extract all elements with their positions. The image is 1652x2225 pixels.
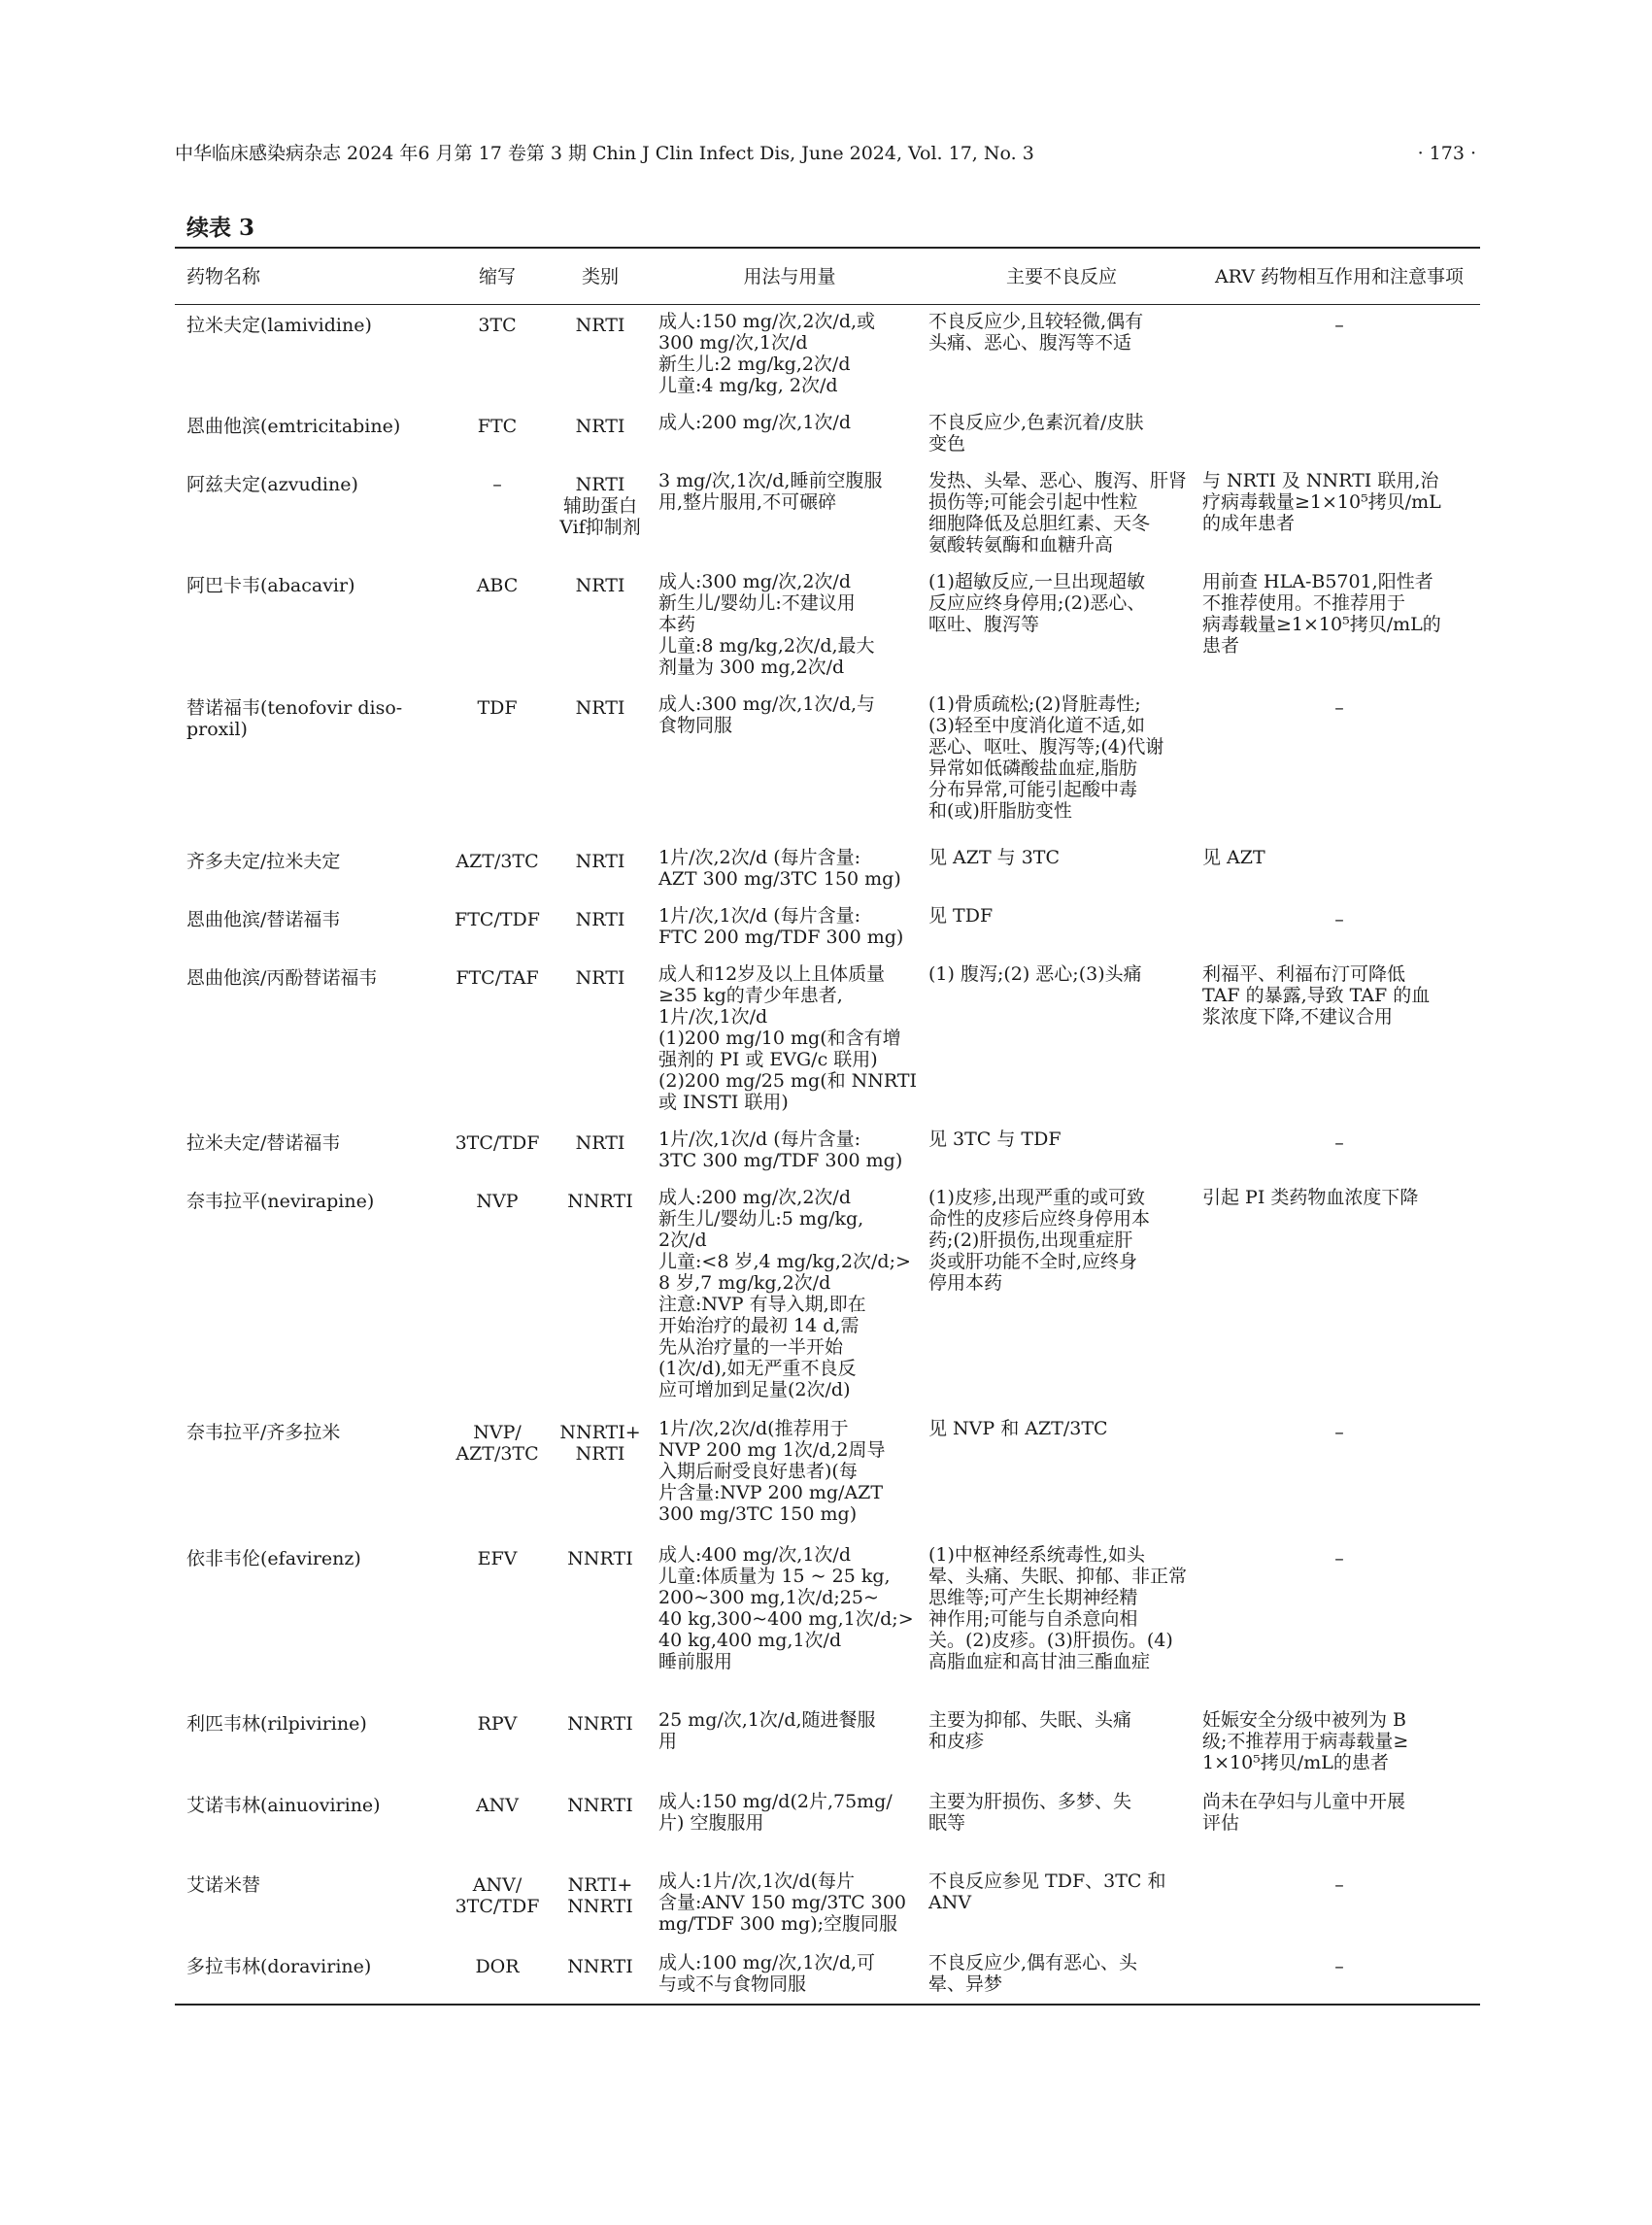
column-header-abbreviation: 缩写 bbox=[478, 266, 516, 287]
adverse-reactions-cell: 不良反应参见 TDF、3TC 和 ANV bbox=[928, 1870, 1166, 1913]
drug-name-cell: 艾诺韦林(ainuovirine) bbox=[186, 1794, 381, 1816]
drug-name-cell: 艾诺米替 bbox=[186, 1873, 261, 1896]
drug-name-cell: 齐多夫定/拉米夫定 bbox=[186, 850, 341, 872]
dosage-cell: 1片/次,1次/d (每片含量: 3TC 300 mg/TDF 300 mg) bbox=[658, 1128, 903, 1171]
table-row bbox=[175, 1946, 1480, 2005]
table-row bbox=[175, 899, 1480, 958]
running-header bbox=[175, 136, 1476, 171]
dosage-cell: 成人:300 mg/次,2次/d 新生儿/婴幼儿:不建议用 本药 儿童:8 mg/kg,2次/d,最大 剂量为 300 mg,2次/d bbox=[658, 570, 875, 678]
drug-class-cell: NRTI bbox=[575, 574, 625, 596]
interactions-notes-cell: 用前查 HLA-B5701,阳性者 不推荐使用。不推荐用于 病毒载量≥1×10⁵拷贝/mL的 患者 bbox=[1202, 570, 1441, 657]
drug-name-cell: 拉米夫定(lamividine) bbox=[186, 315, 372, 336]
table-row bbox=[175, 406, 1480, 464]
interactions-notes-cell bbox=[1198, 406, 1480, 464]
adverse-reactions-cell: 不良反应少,色素沉着/皮肤 变色 bbox=[928, 411, 1144, 455]
abbreviation-cell: ANV bbox=[475, 1794, 520, 1816]
drug-name-cell: 阿兹夫定(azvudine) bbox=[186, 473, 358, 495]
table-row bbox=[175, 688, 1480, 841]
dosage-cell: 成人:150 mg/次,2次/d,或 300 mg/次,1次/d 新生儿:2 mg/kg,2次/d 儿童:4 mg/kg, 2次/d bbox=[658, 311, 876, 396]
adverse-reactions-cell: 见 AZT 与 3TC bbox=[928, 846, 1061, 868]
abbreviation-cell: 3TC bbox=[478, 315, 517, 336]
table-row bbox=[175, 1703, 1480, 1785]
interactions-notes-cell: 尚未在孕妇与儿童中开展 评估 bbox=[1202, 1790, 1406, 1834]
dosage-cell: 3 mg/次,1次/d,睡前空腹服 用,整片服用,不可碾碎 bbox=[658, 469, 883, 513]
drug-class-cell: NRTI bbox=[575, 908, 625, 930]
adverse-reactions-cell: (1)中枢神经系统毒性,如头 晕、头痛、失眠、抑郁、非正常 思维等;可产生长期神经精 神作用;可能与自杀意向相 关。(2)皮疹。(3)肝损伤。(4) 高脂血症和高甘油三酯血症 bbox=[928, 1543, 1188, 1672]
interactions-notes-cell: 见 AZT bbox=[1202, 846, 1265, 868]
table-row bbox=[175, 1412, 1480, 1538]
interactions-notes-cell: 引起 PI 类药物血浓度下降 bbox=[1202, 1186, 1419, 1208]
adverse-reactions-cell: (1) 腹泻;(2) 恶心;(3)头痛 bbox=[928, 962, 1142, 985]
page-number: · 173 · bbox=[1417, 143, 1476, 164]
dosage-cell: 成人:300 mg/次,1次/d,与 食物同服 bbox=[658, 692, 876, 736]
table-row bbox=[175, 1865, 1480, 1946]
interactions-notes-cell: – bbox=[1334, 315, 1344, 336]
abbreviation-cell: AZT/3TC bbox=[455, 850, 539, 872]
adverse-reactions-cell: 主要为肝损伤、多梦、失 眠等 bbox=[928, 1790, 1132, 1834]
table-row bbox=[175, 1785, 1480, 1865]
table-row bbox=[175, 1123, 1480, 1181]
drug-class-cell: NNRTI bbox=[567, 1794, 633, 1816]
drug-class-cell: NRTI bbox=[575, 315, 625, 336]
drug-class-cell: NRTI bbox=[575, 850, 625, 872]
column-header-class: 类别 bbox=[581, 266, 619, 287]
abbreviation-cell: 3TC/TDF bbox=[455, 1131, 540, 1154]
drug-class-cell: NRTI bbox=[575, 415, 625, 437]
drug-name-cell: 依非韦伦(efavirenz) bbox=[186, 1547, 361, 1569]
dosage-cell: 成人:200 mg/次,2次/d 新生儿/婴幼儿:5 mg/kg, 2次/d 儿童:<8 岁,4 mg/kg,2次/d;> 8 岁,7 mg/kg,2次/d 注意:NVP 有导入期,即在 开始治疗的最初 14 d,需 先从治疗量的一半开始 (1次/d),如无严重不良反 应可增加到足量(2次/d) bbox=[658, 1186, 911, 1400]
abbreviation-cell: FTC/TDF bbox=[455, 908, 540, 930]
table-caption: 续表 3 bbox=[186, 215, 255, 241]
abbreviation-cell: FTC/TAF bbox=[455, 966, 539, 989]
drug-name-cell: 拉米夫定/替诺福韦 bbox=[186, 1131, 341, 1154]
drug-class-cell: NNRTI bbox=[567, 1955, 633, 1977]
abbreviation-cell: TDF bbox=[477, 696, 518, 719]
adverse-reactions-cell: 不良反应少,且较轻微,偶有 头痛、恶心、腹泻等不适 bbox=[928, 311, 1144, 354]
interactions-notes-cell: 与 NRTI 及 NNRTI 联用,治 疗病毒载量≥1×10⁵拷贝/mL 的成年患者 bbox=[1202, 469, 1441, 534]
adverse-reactions-cell: 见 TDF bbox=[928, 904, 994, 927]
abbreviation-cell: RPV bbox=[477, 1712, 518, 1735]
dosage-cell: 成人:400 mg/次,1次/d 儿童:体质量为 15 ~ 25 kg, 200~300 mg,1次/d;25~ 40 kg,300~400 mg,1次/d;> 40 kg,400 mg,1次/d 睡前服用 bbox=[658, 1543, 914, 1672]
drug-name-cell: 恩曲他滨(emtricitabine) bbox=[186, 415, 401, 437]
dosage-cell: 1片/次,1次/d (每片含量: FTC 200 mg/TDF 300 mg) bbox=[658, 904, 904, 948]
interactions-notes-cell: – bbox=[1334, 1131, 1344, 1154]
drug-name-cell: 奈韦拉平/齐多拉米 bbox=[186, 1421, 341, 1443]
table-row bbox=[175, 1181, 1480, 1412]
adverse-reactions-cell: 主要为抑郁、失眠、头痛 和皮疹 bbox=[928, 1708, 1132, 1752]
abbreviation-cell: – bbox=[492, 473, 502, 495]
table-row bbox=[175, 1538, 1480, 1703]
interactions-notes-cell: – bbox=[1334, 1873, 1344, 1896]
drug-class-cell: NRTI bbox=[575, 696, 625, 719]
drug-class-cell: NRTI+ NNRTI bbox=[567, 1873, 633, 1917]
dosage-cell: 成人:100 mg/次,1次/d,可 与或不与食物同服 bbox=[658, 1951, 876, 1995]
table-row bbox=[175, 958, 1480, 1123]
dosage-cell: 成人和12岁及以上且体质量 ≥35 kg的青少年患者, 1片/次,1次/d (1)200 mg/10 mg(和含有增 强剂的 PI 或 EVG/c 联用) (2)200 mg/25 mg(和 NNRTI 或 INSTI 联用) bbox=[658, 962, 918, 1113]
interactions-notes-cell: – bbox=[1334, 1547, 1344, 1569]
adverse-reactions-cell: (1)皮疹,出现严重的或可致 命性的皮疹后应终身停用本 药;(2)肝损伤,出现重症肝 炎或肝功能不全时,应终身 停用本药 bbox=[928, 1186, 1151, 1294]
dosage-cell: 25 mg/次,1次/d,随进餐服 用 bbox=[658, 1708, 876, 1752]
drug-name-cell: 替诺福韦(tenofovir diso- proxil) bbox=[186, 696, 403, 740]
interactions-notes-cell: – bbox=[1334, 1421, 1344, 1443]
adverse-reactions-cell: 见 3TC 与 TDF bbox=[928, 1128, 1062, 1150]
column-header-drug-name: 药物名称 bbox=[186, 266, 261, 287]
dosage-cell: 成人:200 mg/次,1次/d bbox=[658, 411, 851, 433]
adverse-reactions-cell: 发热、头晕、恶心、腹泻、肝肾 损伤等;可能会引起中性粒 细胞降低及总胆红素、天冬 氨酸转氨酶和血糖升高 bbox=[928, 469, 1188, 556]
table-row bbox=[175, 841, 1480, 899]
adverse-reactions-cell: (1)骨质疏松;(2)肾脏毒性; (3)轻至中度消化道不适,如 恶心、呕吐、腹泻等;(4)代谢 异常如低磷酸盐血症,脂肪 分布异常,可能引起酸中毒 和(或)肝脂肪变性 bbox=[928, 692, 1164, 822]
column-header-adverse-reactions: 主要不良反应 bbox=[1005, 266, 1117, 287]
drug-table bbox=[175, 247, 1480, 2006]
drug-name-cell: 恩曲他滨/替诺福韦 bbox=[186, 908, 341, 930]
interactions-notes-cell: – bbox=[1334, 1955, 1344, 1977]
interactions-notes-cell: – bbox=[1334, 908, 1344, 930]
table-header-row bbox=[175, 248, 1480, 305]
abbreviation-cell: DOR bbox=[475, 1955, 520, 1977]
drug-name-cell: 恩曲他滨/丙酚替诺福韦 bbox=[186, 966, 378, 989]
drug-class-cell: NNRTI bbox=[567, 1190, 633, 1212]
table-body bbox=[175, 305, 1480, 2005]
table-row bbox=[175, 305, 1480, 406]
adverse-reactions-cell: (1)超敏反应,一旦出现超敏 反应应终身停用;(2)恶心、 呕吐、腹泻等 bbox=[928, 570, 1146, 635]
drug-class-cell: NNRTI bbox=[567, 1712, 633, 1735]
interactions-notes-cell: 利福平、利福布汀可降低 TAF 的暴露,导致 TAF 的血 浆浓度下降,不建议合用 bbox=[1202, 962, 1431, 1028]
drug-name-cell: 奈韦拉平(nevirapine) bbox=[186, 1190, 375, 1212]
drug-name-cell: 利匹韦林(rilpivirine) bbox=[186, 1712, 367, 1735]
abbreviation-cell: NVP bbox=[476, 1190, 519, 1212]
drug-name-cell: 阿巴卡韦(abacavir) bbox=[186, 574, 355, 596]
abbreviation-cell: ANV/ 3TC/TDF bbox=[455, 1873, 540, 1917]
adverse-reactions-cell: 不良反应少,偶有恶心、头 晕、异梦 bbox=[928, 1951, 1138, 1995]
journal-citation: 中华临床感染病杂志 2024 年6 月第 17 卷第 3 期 Chin J Clin Infect Dis, June 2024, Vol. 17, No. 3 bbox=[175, 143, 1034, 164]
abbreviation-cell: FTC bbox=[477, 415, 518, 437]
dosage-cell: 成人:1片/次,1次/d(每片 含量:ANV 150 mg/3TC 300 mg/TDF 300 mg);空腹同服 bbox=[658, 1870, 906, 1935]
drug-class-cell: NRTI bbox=[575, 966, 625, 989]
column-header-dosage: 用法与用量 bbox=[743, 266, 836, 287]
abbreviation-cell: ABC bbox=[476, 574, 519, 596]
dosage-cell: 1片/次,2次/d(推荐用于 NVP 200 mg 1次/d,2周导 入期后耐受良好患者)(每 片含量:NVP 200 mg/AZT 300 mg/3TC 150 mg) bbox=[658, 1417, 886, 1525]
table-row bbox=[175, 464, 1480, 565]
drug-name-cell: 多拉韦林(doravirine) bbox=[186, 1955, 372, 1977]
column-header-interactions-notes: ARV 药物相互作用和注意事项 bbox=[1214, 266, 1465, 287]
dosage-cell: 成人:150 mg/d(2片,75mg/ 片) 空腹服用 bbox=[658, 1790, 893, 1834]
abbreviation-cell: NVP/ AZT/3TC bbox=[455, 1421, 539, 1465]
drug-class-cell: NRTI bbox=[575, 1131, 625, 1154]
drug-class-cell: NNRTI+ NRTI bbox=[559, 1421, 641, 1465]
drug-class-cell: NNRTI bbox=[567, 1547, 633, 1569]
interactions-notes-cell: 妊娠安全分级中被列为 B 级;不推荐用于病毒载量≥ 1×10⁵拷贝/mL的患者 bbox=[1202, 1708, 1409, 1773]
adverse-reactions-cell: 见 NVP 和 AZT/3TC bbox=[928, 1417, 1108, 1439]
drug-class-cell: NRTI 辅助蛋白 Vif抑制剂 bbox=[559, 473, 641, 538]
table-row bbox=[175, 565, 1480, 688]
abbreviation-cell: EFV bbox=[477, 1547, 518, 1569]
dosage-cell: 1片/次,2次/d (每片含量: AZT 300 mg/3TC 150 mg) bbox=[658, 846, 901, 890]
interactions-notes-cell: – bbox=[1334, 696, 1344, 719]
